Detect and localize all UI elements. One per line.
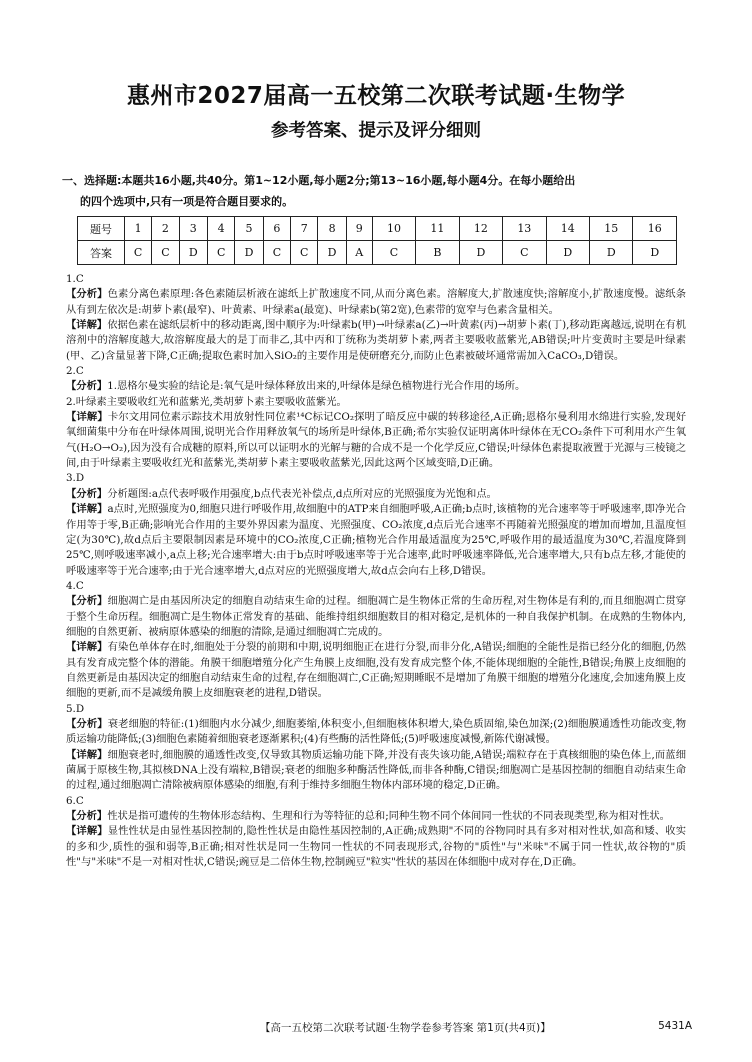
question-number-cell: 13 <box>503 217 546 241</box>
question-number: 1.C <box>66 273 84 285</box>
question-number: 5.D <box>66 702 85 715</box>
question-number: 6.C <box>66 794 84 807</box>
explanation-text: 1.恩格尔曼实验的结论是:氧气是叶绿体释放出来的,叶绿体是绿色植物进行光合作用的场所。 <box>107 380 526 393</box>
explanation-text: 性状是指可遗传的生物体形态结构、生理和行为等特征的总和;同种生物不同个体间同一性状的不同表现类型,称为相对性状。 <box>107 810 670 823</box>
page-title: 惠州市2027届高一五校第二次联考试题·生物学 <box>126 83 626 109</box>
question-number: 4.C <box>66 579 84 592</box>
answer-cell: C <box>263 241 290 265</box>
explanation-tag: 【分析】 <box>66 595 108 608</box>
explanation-paragraph <box>66 748 686 794</box>
explanation-tag: 【详解】 <box>66 825 108 838</box>
explanation-paragraph <box>66 809 686 824</box>
answer-cell: B <box>416 241 459 265</box>
explanation-tag: 【详解】 <box>66 319 108 332</box>
answer-cell: D <box>179 241 207 265</box>
page-subtitle: 参考答案、提示及评分细则 <box>271 121 481 141</box>
answer-row-label: 答案 <box>78 241 125 265</box>
explanation-tag: 【分析】 <box>66 717 108 730</box>
explanation-paragraph <box>66 287 686 318</box>
question-number-cell: 3 <box>179 217 207 241</box>
answer-cell: D <box>318 241 346 265</box>
question-number-cell: 6 <box>263 217 290 241</box>
answer-cell: D <box>459 241 502 265</box>
explanation-text: 分析题图:a点代表呼吸作用强度,b点代表光补偿点,d点所对应的光照强度为光饱和点。 <box>107 487 497 500</box>
answer-cell: C <box>152 241 179 265</box>
explanation-paragraph <box>66 395 686 410</box>
question-number-cell: 1 <box>125 217 152 241</box>
explanation-paragraph <box>66 487 686 502</box>
intro-line-2: 的四个选项中,只有一项是符合题目要求的。 <box>80 195 294 208</box>
footer-text: 【高一五校第二次联考试题·生物学卷参考答案 第1页(共4页)】 <box>260 1022 551 1034</box>
question-number-cell: 14 <box>546 217 589 241</box>
explanation-text: 有染色单体存在时,细胞处于分裂的前期和中期,说明细胞正在进行分裂,而非分化,A错误;细胞的全能性是指已经分化的细胞,仍然具有发育成完整个体的潜能。角膜干细胞增殖分化产生角膜上皮细胞,没有发育成完整个体,不能体现细胞的全能性,B错误;角膜上皮细胞的自然更新是由基因决定的细胞自动结束生命的过程,存在细胞凋亡,C正确;短期睡眠不是增加了角膜干细胞的增殖分化速度,会加速角膜上皮细胞的更新,而不是减缓角膜上皮细胞衰老的进程,D错误。 <box>66 641 686 700</box>
explanation-text: 细胞衰老时,细胞膜的通透性改变,仅导致其物质运输功能下降,并没有丧失该功能,A错误;端粒存在于真核细胞的染色体上,而蓝细菌属于原核生物,其拟核DNA上没有端粒,B错误;衰老的细胞多种酶活性降低,而非各种酶,C错误;细胞凋亡是基因控制的细胞自动结束生命的过程,通过细胞凋亡清除被病原体感染的细胞,有利于维持多细胞生物体内部环境的稳定,D正确。 <box>66 748 686 792</box>
explanation-paragraph <box>66 824 686 870</box>
explanation-tag: 【分析】 <box>66 487 108 500</box>
answer-cell: D <box>633 241 677 265</box>
question-number: 3.D <box>66 472 85 485</box>
question-number-cell: 7 <box>291 217 318 241</box>
question-number: 2.C <box>66 365 84 378</box>
explanation-tag: 【分析】 <box>66 380 108 393</box>
answer-table <box>77 216 677 265</box>
answer-cell: C <box>503 241 546 265</box>
number-row-label: 题号 <box>78 217 125 241</box>
explanation-text: 衰老细胞的特征:(1)细胞内水分减少,细胞萎缩,体积变小,但细胞核体积增大,染色质固缩,染色加深;(2)细胞膜通透性功能改变,物质运输功能降低;(3)细胞色素随着细胞衰老逐渐累积;(4)有些酶的活性降低;(5)呼吸速度减慢,新陈代谢减慢。 <box>66 717 687 746</box>
question-number-cell: 2 <box>152 217 179 241</box>
question-number-cell: 15 <box>590 217 633 241</box>
question-number-cell: 12 <box>459 217 502 241</box>
answer-cell: C <box>125 241 152 265</box>
intro-line-1: 一、选择题:本题共16小题,共40分。第1~12小题,每小题2分;第13~16小题,每小题4分。在每小题给出 <box>62 174 576 187</box>
explanation-paragraph <box>66 717 686 748</box>
explanation-paragraph <box>66 410 686 471</box>
answer-cell: D <box>235 241 263 265</box>
question-number-cell: 16 <box>633 217 677 241</box>
explanation-paragraph <box>66 318 686 364</box>
answer-table-answer-row <box>78 241 677 265</box>
answer-cell: C <box>372 241 415 265</box>
question-number-cell: 9 <box>346 217 372 241</box>
answer-cell: A <box>346 241 372 265</box>
explanation-text: 细胞凋亡是由基因所决定的细胞自动结束生命的过程。细胞凋亡是生物体正常的生命历程,对生物体是有利的,而且细胞凋亡贯穿于整个生命历程。细胞凋亡是生物体正常发育的基础、能维持组织细胞数目的相对稳定,是机体的一种自我保护机制。在成熟的生物体内,细胞的自然更新、被病原体感染的细胞的清除,是通过细胞凋亡完成的。 <box>66 595 687 638</box>
explanation-text: 2.叶绿素主要吸收红光和蓝紫光,类胡萝卜素主要吸收蓝紫光。 <box>66 395 347 408</box>
explanation-paragraph <box>66 594 686 640</box>
question-number-cell: 10 <box>372 217 415 241</box>
footer-code: 5431A <box>658 1020 692 1032</box>
explanation-text: a点时,光照强度为0,细胞只进行呼吸作用,故细胞中的ATP来自细胞呼吸,A正确;b点时,该植物的光合速率等于呼吸速率,即净光合作用等于零,B正确;影响光合作用的主要外界因素为温度、光照强度、CO₂浓度,d点后光合速率不再随着光照强度的增加而增加,且温度恒定(为30℃),故d点后主要限制因素是环境中的CO₂浓度,C正确;植物光合作用最适温度为25℃,呼吸作用的最适温度为30℃,若温度降到25℃,则呼吸速率减小,a点上移;光合速率增大:由于b点时呼吸速率等于光合速率,此时呼吸速率降低,光合速率增大,只有b点左移,才能使的呼吸速率等于光合速率;由于光合速率增大,d点对应的光照强度增大,故d点会向右上移,D错误。 <box>66 503 686 577</box>
answer-cell: D <box>546 241 589 265</box>
answer-cell: C <box>208 241 235 265</box>
explanation-tag: 【分析】 <box>66 288 108 301</box>
question-number-cell: 5 <box>235 217 263 241</box>
explanation-paragraph <box>66 502 686 579</box>
question-number-cell: 4 <box>208 217 235 241</box>
answer-cell: D <box>590 241 633 265</box>
explanations <box>66 272 686 870</box>
explanation-tag: 【详解】 <box>66 503 108 516</box>
explanation-paragraph <box>66 379 686 394</box>
question-number-cell: 11 <box>416 217 459 241</box>
explanation-text: 色素分离色素原理:各色素随层析液在滤纸上扩散速度不同,从而分离色素。溶解度大,扩散速度快;溶解度小,扩散速度慢。滤纸条从有到左依次是:胡萝卜素(最窄)、叶黄素、叶绿素a(最宽)、叶绿素b(第2宽),色素带的宽窄与色素含量相关。 <box>66 288 686 316</box>
explanation-tag: 【详解】 <box>66 411 108 424</box>
explanation-tag: 【详解】 <box>66 748 108 761</box>
explanation-text: 依据色素在滤纸层析中的移动距离,图中顺序为:叶绿素b(甲)→叶绿素a(乙)→叶黄素(丙)→胡萝卜素(丁),移动距离越远,说明在有机溶剂中的溶解度越大,故溶解度最大的是丁而非乙,其中丙和丁统称为类胡萝卜素,两者主要吸收蓝紫光,AB错误;叶片变黄时主要是叶绿素(甲、乙)含量显著下降,C正确;提取色素时加入SiO₂的主要作用是使研磨充分,而防止色素被破坏通常需加入CaCO₃,D错误。 <box>66 319 687 362</box>
section-intro <box>62 170 694 212</box>
answer-table-number-row <box>78 217 677 241</box>
explanation-text: 显性性状是由显性基因控制的,隐性性状是由隐性基因控制的,A正确;成熟期"不同的谷物同时具有多对相对性状,如高和矮、收实的多和少,质性的强和弱等,B正确;相对性状是同一生物同一性状的不同表现形式,谷物的"质性"与"米味"不属于同一性状,故谷物的"质性"与"米味"不是一对相对性状,C错误;豌豆是二倍体生物,控制豌豆"粒实"性状的基因在体细胞中成对存在,D正确。 <box>66 825 686 869</box>
answer-cell: C <box>291 241 318 265</box>
explanation-tag: 【详解】 <box>66 641 108 654</box>
explanation-text: 卡尔文用同位素示踪技术用放射性同位素¹⁴C标记CO₂探明了暗反应中碳的转移途径,A正确;恩格尔曼利用水绵进行实验,发现好氧细菌集中分布在叶绿体周围,说明光合作用释放氧气的场所是叶绿体,B正确;希尔实验仅证明离体叶绿体在无CO₂条件下可利用水产生氧气(H₂O→O₂),因为没有合成糖的原料,所以可以证明水的光解与糖的合成不是一个化学反应,C错误;叶绿体色素提取液置于光源与三棱镜之间,由于叶绿素主要吸收红光和蓝紫光,类胡萝卜素主要吸收蓝紫光,因此这两个区域变暗,D正确。 <box>66 411 687 470</box>
explanation-paragraph <box>66 640 686 701</box>
question-number-cell: 8 <box>318 217 346 241</box>
explanation-tag: 【分析】 <box>66 810 108 823</box>
